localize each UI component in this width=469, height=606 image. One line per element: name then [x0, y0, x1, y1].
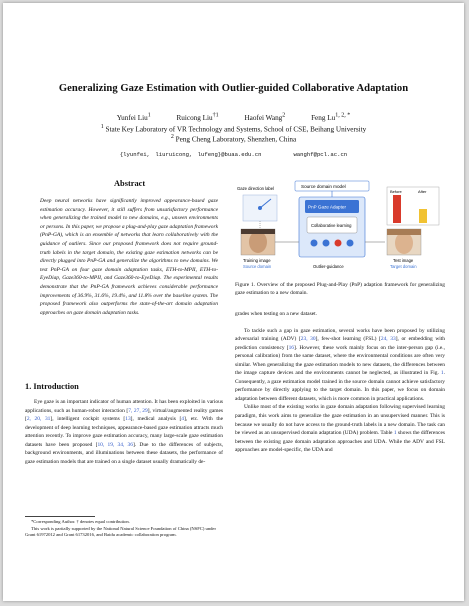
test-image-label: Test image	[393, 258, 414, 263]
citation-link[interactable]: 10, 19, 34, 36	[97, 441, 133, 448]
footnote-rule	[25, 516, 95, 517]
citation-link[interactable]: 23, 30	[300, 336, 316, 343]
source-model-label: Source domain model	[301, 184, 346, 189]
citation-link[interactable]: 7, 27, 29	[128, 407, 148, 414]
gaze-direction-label: Gaze direction label	[237, 186, 275, 191]
abstract-body: Deep neural networks have significantly improved appearance-based gaze estimation accuracy. However, it still suffers from unsatisfactory performance when generalizing the trained model to new domains, e.g., unseen environments or persons. In this paper, we propose a plug-and-play gaze adaptation framework (PnP-GA), which is an ensemble of networks that learn collaboratively with the guidance of outliers. Since our proposed framework does not require ground-truth labels in the target domain, the existing gaze estimation networks can be directly plugged into PnP-GA and generalize the algorithms to new domains. We test PnP-GA on four gaze domain adaptation tasks, ETH-to-MPII, ETH-to-EyeDiap, Gaze360-to-MPII, and Gaze360-to-EyeDiap. The experimental results demonstrate that the PnP-GA framework achieves considerable performance improvements of 36.9%, 31.6%, 19.4%, and 11.8% over the baseline system. The proposed framework also outperforms the state-of-the-art domain adaptation approaches on gaze domain adaptation tasks.	[40, 198, 218, 316]
affiliation-2: $^2$ Peng Cheng Laboratory, Shenzhen, China	[170, 134, 297, 144]
network-node-icon	[347, 240, 354, 247]
face-shape-icon	[395, 232, 413, 254]
citation-link[interactable]: 2, 20, 31	[26, 416, 51, 423]
citation-link[interactable]: 13	[125, 416, 131, 423]
source-domain-label: Source domain	[243, 264, 272, 269]
footnotes	[25, 516, 223, 539]
intro-paragraph-1: Eye gaze is an important indicator of human attention. It has been exploited in various applications, such as human-robot interaction [7, 27, 29], virtual/augmented reality games [2, 20, 31], intelligent cockpit systems [13], medical analysis [4], etc. With the development of deep learning techniques, appearance-based gaze estimation attracts much attention recently. To improve gaze estimation accuracy, many large-scale gaze estimation datasets have been proposed [10, 19, 34, 36]. Due to the differences of subjects, background environments, and illuminations between these datasets, the performance of gaze estimation models that are trained on a single dataset usually dramatically de-	[25, 399, 224, 465]
section-heading-introduction: 1. Introduction	[25, 382, 79, 391]
table-ref-link[interactable]: 1	[393, 430, 397, 437]
before-bar	[393, 195, 401, 223]
author-list	[3, 113, 464, 122]
abstract-heading: Abstract	[114, 179, 146, 188]
intro-paragraph-1-cont: grades when testing on a new dataset.	[235, 311, 317, 317]
gaze-origin-icon	[258, 206, 262, 210]
outlier-node-icon	[335, 240, 342, 247]
email-group-1: {lyunfei, liuruicong, lufeng}@buaa.edu.cn	[119, 151, 262, 158]
footnote-funding: This work is partially supported by the National Natural Science Foundation of China (NSFC) under Grant 61972012 and Grant 61732016, and Baidu academic collaboration program.	[25, 525, 216, 538]
figure-1-diagram	[235, 179, 443, 277]
training-image-label: Training image	[243, 258, 271, 263]
affiliation-1: $^1$ State Key Laboratory of VR Technology and Systems, School of CSE, Beihang University	[100, 124, 367, 134]
email-line	[3, 151, 464, 158]
email-group-2: wanghf@pcl.ac.cn	[293, 151, 348, 158]
network-node-icon	[323, 240, 330, 247]
author-2: Ruicong Liu$^{\dagger 1}$	[176, 113, 219, 123]
author-3: Haofei Wang$^2$	[244, 113, 286, 123]
network-node-icon	[311, 240, 318, 247]
pnp-adapter-label: PnP Gaze Adapter	[308, 204, 346, 210]
author-1: Yunfei Liu$^1$	[116, 113, 151, 123]
outlier-guidance-label: Outlier-guidance	[313, 264, 344, 269]
footnote-corresponding: *Corresponding Author. † denotes equal contribution.	[31, 519, 130, 524]
citation-link[interactable]: 4	[181, 416, 184, 423]
citation-link[interactable]: 16	[288, 344, 294, 351]
face-shape-icon	[249, 231, 267, 253]
intro-column-left	[25, 398, 223, 466]
paper-title: Generalizing Gaze Estimation with Outlier-guided Collaborative Adaptation	[58, 83, 409, 94]
figure-ref-link[interactable]: 1	[440, 370, 444, 377]
target-domain-label: Target domain	[390, 264, 417, 269]
hair-shape-icon	[241, 229, 275, 234]
intro-column-right	[235, 310, 445, 455]
intro-paragraph-3: Unlike most of the existing works in gaze domain adaptation following supervised learning paradigm, this work aims to generalize the gaze estimation in an unsupervised manner. This is because we usually do not have access to the ground-truth labels in a new domain. The task can be viewed as an unsupervised domain adaptation (UDA) problem. Table 1 shows the differences between the existing gaze domain adaptation approaches and UDA. While the ADV and FSL approaches are model-specific, the UDA and	[235, 404, 445, 454]
author-4: Feng $Lu^{1, 2, *}$	[311, 113, 351, 123]
before-label: Before	[390, 189, 402, 194]
paper-page	[3, 3, 464, 601]
after-bar	[419, 209, 427, 223]
citation-link[interactable]: 24, 33	[380, 336, 396, 343]
after-label: After	[418, 189, 427, 194]
figure-1-caption: Figure 1. Overview of the proposed Plug-and-Play (PnP) adaption framework for generalizing gaze estimation to a new domain.	[235, 282, 445, 296]
intro-paragraph-2: To tackle such a gap in gaze estimation, several works have been proposed by utilizing adversarial training (ADV) [23, 30], few-shot learning (FSL) [24, 33], or embedding with prediction consistency [16]. However, these work mainly focus on the inter-person gap (i.e., personal calibration) from the same dataset, where the environmental conditions are often very similar. When generalizing the gaze estimation models to new datasets, the differences between the image capture devices and the environments cannot be neglected, as illustrated in Fig. 1. Consequently, a gaze estimation model trained in the source domain cannot achieve satisfactory performance by directly applying to the target domain. In this paper, we focus on domain adaptation between different datasets, which is more common in practical applications.	[235, 327, 446, 402]
hair-shape-icon	[387, 229, 421, 235]
collaborative-label: Collaborative learning	[311, 223, 352, 228]
